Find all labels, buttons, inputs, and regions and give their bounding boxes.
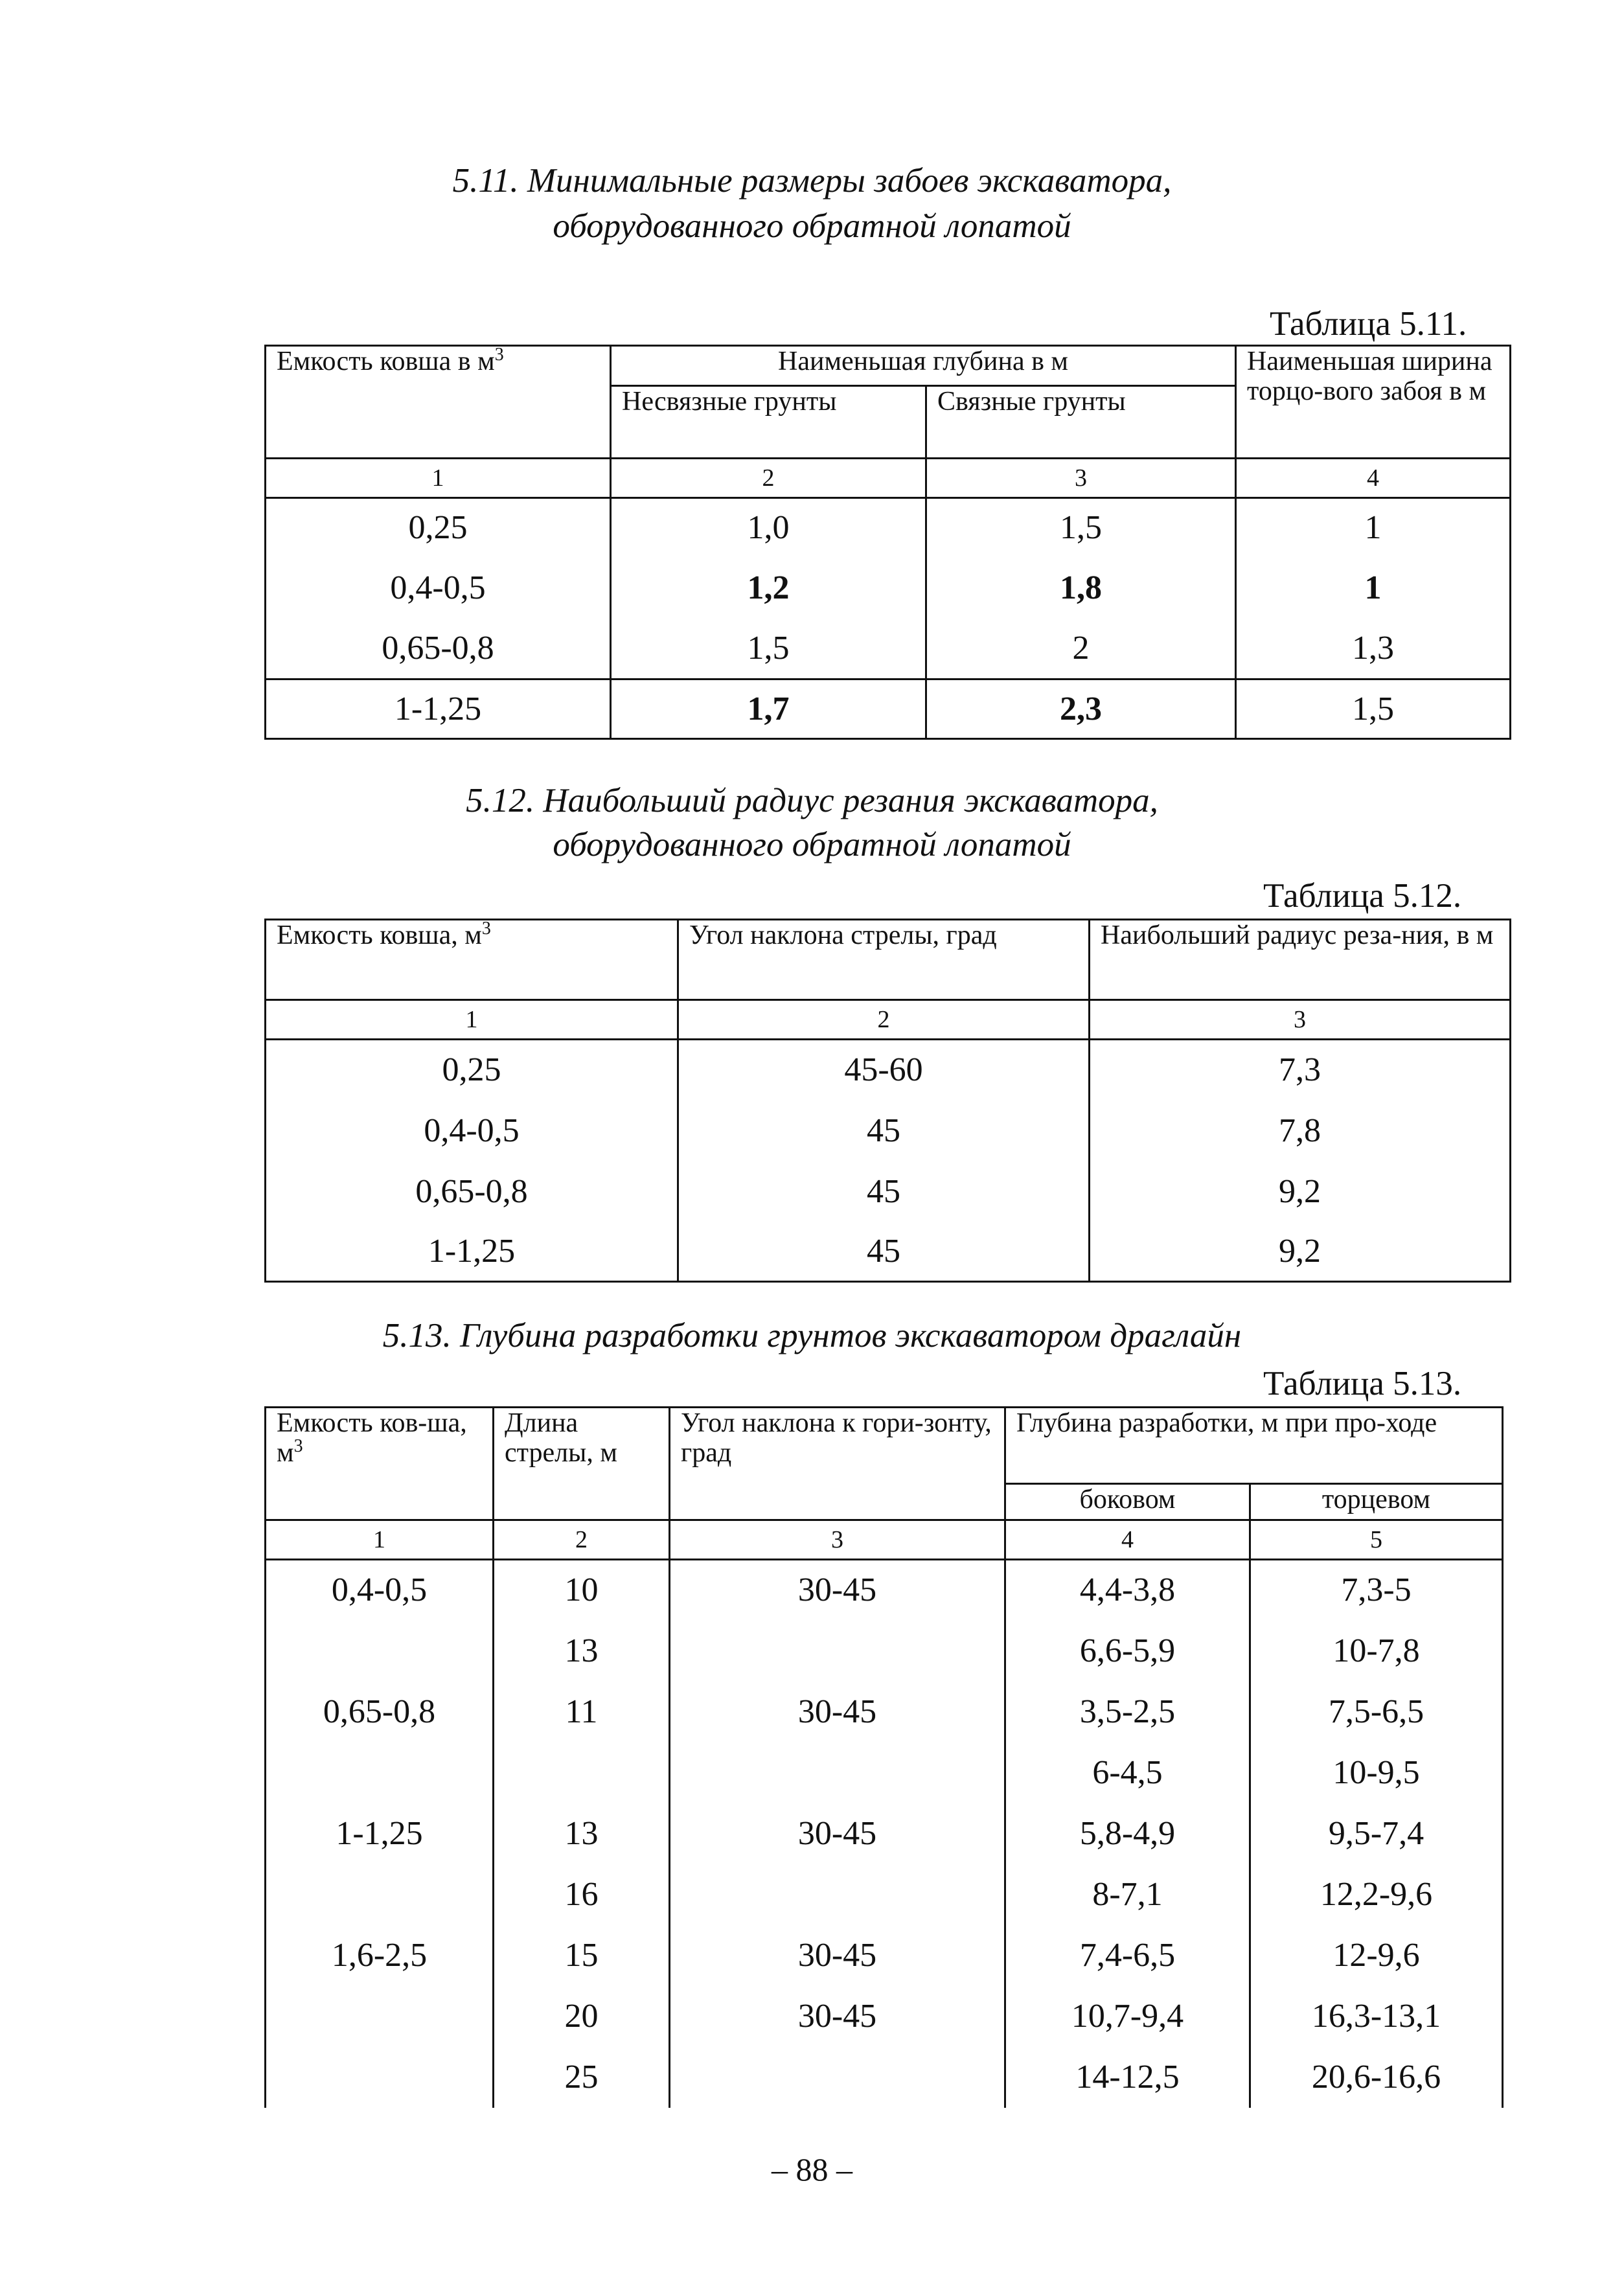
column-number: 1 bbox=[266, 459, 611, 498]
table-cell: 1 bbox=[1236, 498, 1511, 558]
table-cell: 30-45 bbox=[670, 1925, 1005, 1986]
table-cell bbox=[670, 2047, 1005, 2108]
table-cell bbox=[266, 2047, 494, 2108]
table-cell: 25 bbox=[494, 2047, 670, 2108]
header-cohesive-soil: Связные грунты bbox=[926, 386, 1236, 459]
section-5-11-title-line2: оборудованного обратной лопатой bbox=[553, 207, 1071, 245]
table-row bbox=[266, 558, 1511, 619]
table-cell bbox=[670, 1864, 1005, 1925]
table-row bbox=[266, 1986, 1503, 2047]
table-cell: 1,7 bbox=[611, 679, 926, 739]
table-row bbox=[266, 1222, 1511, 1282]
table-row bbox=[266, 1864, 1503, 1925]
table-cell: 45-60 bbox=[678, 1040, 1090, 1101]
table-cell: 9,2 bbox=[1090, 1161, 1511, 1222]
table-cell: 1,0 bbox=[611, 498, 926, 558]
column-number: 3 bbox=[670, 1520, 1005, 1560]
section-5-12-title-line2: оборудованного обратной лопатой bbox=[553, 826, 1071, 863]
table-cell: 1,6-2,5 bbox=[266, 1925, 494, 1986]
table-cell: 7,8 bbox=[1090, 1101, 1511, 1161]
table-cell: 3,5-2,5 bbox=[1005, 1682, 1250, 1742]
table-row bbox=[266, 1040, 1511, 1101]
table-row bbox=[266, 1560, 1503, 1621]
header-max-radius: Наибольший радиус реза-ния, в м bbox=[1090, 920, 1511, 1000]
header-side-pass: боковом bbox=[1005, 1484, 1250, 1520]
table-cell: 20 bbox=[494, 1986, 670, 2047]
table-row bbox=[266, 1621, 1503, 1682]
table-cell: 7,4-6,5 bbox=[1005, 1925, 1250, 1986]
table-cell: 0,25 bbox=[266, 498, 611, 558]
table-row bbox=[266, 498, 1511, 558]
table-cell: 6-4,5 bbox=[1005, 1742, 1250, 1803]
table-cell: 1,2 bbox=[611, 558, 926, 619]
table-row bbox=[266, 679, 1511, 739]
table-cell: 1-1,25 bbox=[266, 1803, 494, 1864]
table-cell: 11 bbox=[494, 1682, 670, 1742]
section-5-11-title-line1: 5.11. Минимальные размеры забоев экскаватора, bbox=[452, 162, 1172, 200]
table-cell bbox=[266, 1864, 494, 1925]
table-cell: 1,8 bbox=[926, 558, 1236, 619]
table-cell: 30-45 bbox=[670, 1560, 1005, 1621]
table-5-11-label: Таблица 5.11. bbox=[1270, 305, 1467, 343]
section-5-13-title: 5.13. Глубина разработки грунтов экскаватором драглайн bbox=[382, 1317, 1242, 1354]
table-cell: 0,4-0,5 bbox=[266, 558, 611, 619]
table-cell: 16,3-13,1 bbox=[1250, 1986, 1503, 2047]
column-number: 1 bbox=[266, 1000, 678, 1040]
table-row bbox=[266, 1742, 1503, 1803]
header-boom-length: Длина стрелы, м bbox=[494, 1408, 670, 1520]
table-cell: 9,5-7,4 bbox=[1250, 1803, 1503, 1864]
table-5-13-label: Таблица 5.13. bbox=[1263, 1365, 1462, 1402]
table-cell: 1,5 bbox=[1236, 679, 1511, 739]
table-cell: 7,3-5 bbox=[1250, 1560, 1503, 1621]
header-loose-soil: Несвязные грунты bbox=[611, 386, 926, 459]
column-number: 3 bbox=[926, 459, 1236, 498]
table-cell: 14-12,5 bbox=[1005, 2047, 1250, 2108]
table-cell: 16 bbox=[494, 1864, 670, 1925]
table-cell: 1-1,25 bbox=[266, 1222, 678, 1282]
section-5-12-title-line1: 5.12. Наибольший радиус резания экскаватора, bbox=[466, 782, 1158, 819]
table-cell: 1 bbox=[1236, 558, 1511, 619]
header-capacity: Емкость ковша в $м^3$ bbox=[266, 346, 611, 459]
page-number: – 88 – bbox=[772, 2151, 852, 2187]
table-cell bbox=[266, 1621, 494, 1682]
table-5-13 bbox=[264, 1406, 1504, 2108]
table-cell: 30-45 bbox=[670, 1803, 1005, 1864]
table-cell: 6,6-5,9 bbox=[1005, 1621, 1250, 1682]
table-cell bbox=[670, 1742, 1005, 1803]
table-row bbox=[266, 1161, 1511, 1222]
table-row bbox=[266, 1101, 1511, 1161]
column-number: 1 bbox=[266, 1520, 494, 1560]
table-cell: 0,4-0,5 bbox=[266, 1560, 494, 1621]
table-cell: 12-9,6 bbox=[1250, 1925, 1503, 1986]
table-5-12 bbox=[264, 919, 1511, 1283]
table-row bbox=[266, 2047, 1503, 2108]
table-cell: 1,3 bbox=[1236, 619, 1511, 679]
table-cell: 45 bbox=[678, 1222, 1090, 1282]
column-number: 4 bbox=[1005, 1520, 1250, 1560]
header-boom-angle: Угол наклона стрелы, град bbox=[678, 920, 1090, 1000]
table-cell: 0,4-0,5 bbox=[266, 1101, 678, 1161]
table-cell: 30-45 bbox=[670, 1986, 1005, 2047]
column-number: 2 bbox=[678, 1000, 1090, 1040]
table-cell: 10,7-9,4 bbox=[1005, 1986, 1250, 2047]
header-capacity: Емкость ков-ша, $м^3$ bbox=[266, 1408, 494, 1520]
table-cell: 10 bbox=[494, 1560, 670, 1621]
table-cell: 10-9,5 bbox=[1250, 1742, 1503, 1803]
column-number: 5 bbox=[1250, 1520, 1503, 1560]
table-row bbox=[266, 619, 1511, 679]
table-cell: 1,5 bbox=[926, 498, 1236, 558]
header-end-pass: торцевом bbox=[1250, 1484, 1503, 1520]
table-cell: 0,65-0,8 bbox=[266, 619, 611, 679]
table-cell: 15 bbox=[494, 1925, 670, 1986]
table-5-11 bbox=[264, 345, 1511, 740]
table-cell bbox=[266, 1742, 494, 1803]
table-cell: 0,25 bbox=[266, 1040, 678, 1101]
table-cell: 45 bbox=[678, 1161, 1090, 1222]
table-cell: 4,4-3,8 bbox=[1005, 1560, 1250, 1621]
header-horizon-angle: Угол наклона к гори-зонту, град bbox=[670, 1408, 1005, 1520]
table-cell: 30-45 bbox=[670, 1682, 1005, 1742]
header-excavation-depth: Глубина разработки, м при про-ходе bbox=[1005, 1408, 1503, 1484]
table-cell: 7,3 bbox=[1090, 1040, 1511, 1101]
table-cell: 0,65-0,8 bbox=[266, 1161, 678, 1222]
table-cell: 13 bbox=[494, 1803, 670, 1864]
table-cell: 12,2-9,6 bbox=[1250, 1864, 1503, 1925]
header-min-depth: Наименьшая глубина в м bbox=[611, 346, 1236, 386]
table-cell: 13 bbox=[494, 1621, 670, 1682]
table-cell: 5,8-4,9 bbox=[1005, 1803, 1250, 1864]
column-number: 3 bbox=[1090, 1000, 1511, 1040]
table-cell: 45 bbox=[678, 1101, 1090, 1161]
table-row bbox=[266, 1803, 1503, 1864]
table-cell: 9,2 bbox=[1090, 1222, 1511, 1282]
column-number: 4 bbox=[1236, 459, 1511, 498]
table-5-12-label: Таблица 5.12. bbox=[1263, 877, 1462, 915]
header-min-width: Наименьшая ширина торцо-вого забоя в м bbox=[1236, 346, 1511, 459]
table-cell: 1,5 bbox=[611, 619, 926, 679]
table-cell: 0,65-0,8 bbox=[266, 1682, 494, 1742]
table-cell: 20,6-16,6 bbox=[1250, 2047, 1503, 2108]
table-cell: 2 bbox=[926, 619, 1236, 679]
table-cell: 2,3 bbox=[926, 679, 1236, 739]
column-number: 2 bbox=[611, 459, 926, 498]
table-cell bbox=[266, 1986, 494, 2047]
table-cell: 10-7,8 bbox=[1250, 1621, 1503, 1682]
table-row bbox=[266, 1925, 1503, 1986]
table-cell: 7,5-6,5 bbox=[1250, 1682, 1503, 1742]
table-row bbox=[266, 1682, 1503, 1742]
table-cell: 8-7,1 bbox=[1005, 1864, 1250, 1925]
column-number: 2 bbox=[494, 1520, 670, 1560]
table-cell: 1-1,25 bbox=[266, 679, 611, 739]
header-capacity: Емкость ковша, $м^3$ bbox=[266, 920, 678, 1000]
table-cell bbox=[494, 1742, 670, 1803]
table-cell bbox=[670, 1621, 1005, 1682]
